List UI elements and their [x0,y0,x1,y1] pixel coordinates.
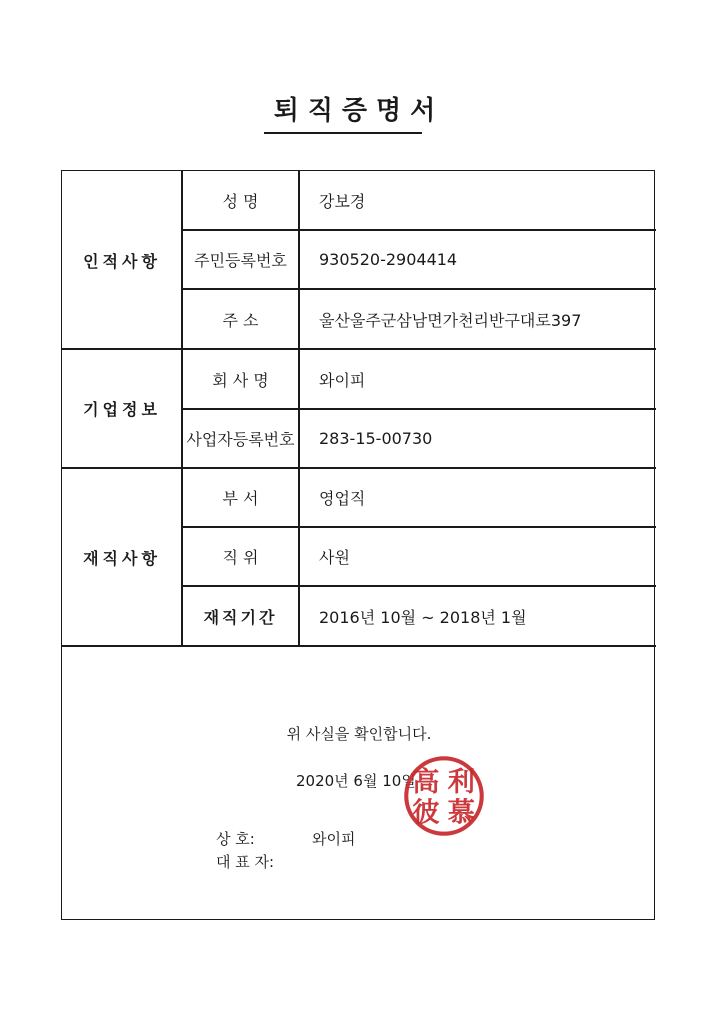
section-divider [62,348,656,350]
certificate-table [61,170,655,920]
column-divider [298,171,300,646]
value-employment-period: 2016년 10월 ~ 2018년 1월 [319,607,527,627]
row-divider [182,288,656,290]
row-divider [182,229,656,231]
value-company-name: 와이피 [319,370,366,390]
seal-stamp-icon [403,755,485,837]
label-department: 부 서 [222,489,259,508]
company-value: 와이피 [312,830,356,848]
svg-text:利: 利 [447,767,475,799]
value-department: 영업직 [319,489,366,508]
label-name: 성 명 [222,192,259,211]
row-divider [182,526,656,528]
section-label-personal: 인적사항 [83,251,161,271]
value-name: 강보경 [319,192,366,211]
label-employment-period: 재직기간 [203,607,278,627]
svg-text:慕: 慕 [447,797,475,829]
confirmation-text: 위 사실을 확인합니다. [286,725,432,743]
document-title: 퇴직증명서 [273,96,445,126]
row-divider [182,408,656,410]
svg-text:高: 高 [412,767,440,799]
label-business-number: 사업자등록번호 [186,430,295,449]
value-resident-number: 930520-2904414 [319,250,458,269]
label-address: 주 소 [222,310,259,330]
label-resident-number: 주민등록번호 [194,251,287,270]
company-label: 상 호: [216,830,255,848]
section-divider [62,467,656,469]
svg-text:彼: 彼 [412,797,440,829]
value-position: 사원 [319,548,350,567]
value-address: 울산울주군삼남면가천리반구대로397 [319,310,582,330]
section-divider [62,645,656,647]
section-label-employment: 재직사항 [83,548,161,568]
label-company-name: 회 사 명 [212,370,269,390]
value-business-number: 283-15-00730 [319,429,433,448]
title-underline [264,132,422,134]
representative-label: 대 표 자: [216,853,275,871]
section-label-company: 기업정보 [83,400,161,419]
column-divider [181,171,183,646]
row-divider [182,585,656,587]
label-position: 직 위 [222,548,259,567]
issue-date: 2020년 6월 10일 [296,772,416,790]
